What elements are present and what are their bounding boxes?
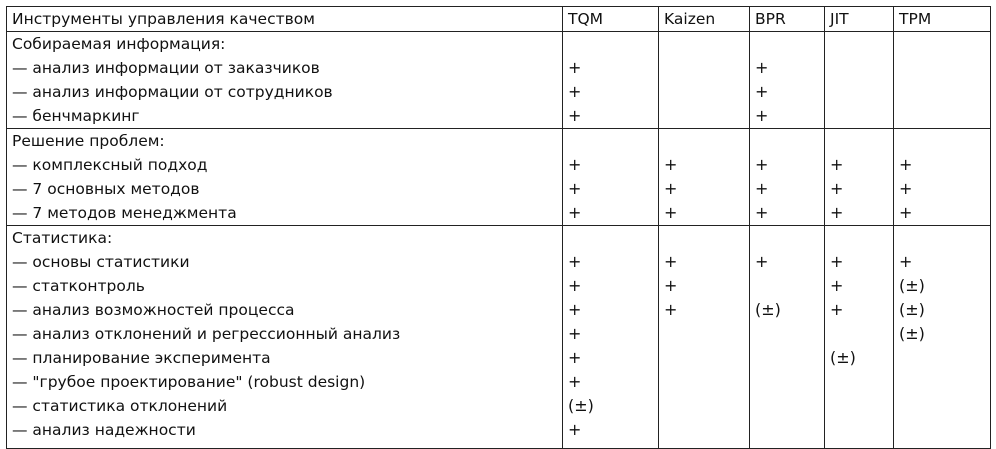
mark-cell: + <box>750 56 825 80</box>
table-row <box>7 322 991 346</box>
mark-cell: + <box>563 80 659 104</box>
row-label: — основы статистики <box>7 250 563 274</box>
mark-cell <box>659 394 750 418</box>
row-label: — статконтроль <box>7 274 563 298</box>
table-row <box>7 104 991 129</box>
header-cell: Kaizen <box>659 7 750 32</box>
table-row <box>7 370 991 394</box>
empty-cell <box>894 32 991 57</box>
mark-cell: + <box>563 177 659 201</box>
mark-cell: + <box>750 104 825 129</box>
mark-cell <box>750 370 825 394</box>
spacer-cell <box>7 442 563 449</box>
mark-cell <box>659 418 750 442</box>
empty-cell <box>750 129 825 154</box>
header-row <box>7 7 991 32</box>
mark-cell: + <box>563 153 659 177</box>
mark-cell: + <box>894 153 991 177</box>
mark-cell: + <box>825 274 894 298</box>
mark-cell <box>825 322 894 346</box>
group-spacer <box>7 442 991 449</box>
empty-cell <box>894 226 991 251</box>
row-label: — бенчмаркинг <box>7 104 563 129</box>
mark-cell: + <box>563 104 659 129</box>
table-group <box>7 129 991 226</box>
mark-cell <box>659 322 750 346</box>
table-row <box>7 298 991 322</box>
mark-cell <box>894 56 991 80</box>
mark-cell <box>659 370 750 394</box>
mark-cell <box>659 80 750 104</box>
table-row <box>7 177 991 201</box>
row-label: — анализ отклонений и регрессионный анализ <box>7 322 563 346</box>
mark-cell: + <box>750 177 825 201</box>
mark-cell: + <box>750 80 825 104</box>
mark-cell <box>750 394 825 418</box>
mark-cell <box>894 418 991 442</box>
mark-cell <box>659 346 750 370</box>
mark-cell: + <box>659 298 750 322</box>
mark-cell <box>750 274 825 298</box>
mark-cell <box>659 56 750 80</box>
mark-cell: + <box>659 250 750 274</box>
group-title: Статистика: <box>7 226 563 251</box>
mark-cell <box>825 80 894 104</box>
table-row <box>7 153 991 177</box>
table-row <box>7 394 991 418</box>
group-title-row <box>7 32 991 57</box>
mark-cell <box>750 322 825 346</box>
mark-cell <box>825 56 894 80</box>
spacer-cell <box>894 442 991 449</box>
table-row <box>7 346 991 370</box>
empty-cell <box>894 129 991 154</box>
mark-cell <box>894 394 991 418</box>
spacer-cell <box>563 442 659 449</box>
row-label: — 7 основных методов <box>7 177 563 201</box>
header-cell: Инструменты управления качеством <box>7 7 563 32</box>
mark-cell: + <box>825 250 894 274</box>
mark-cell: + <box>659 177 750 201</box>
mark-cell: + <box>563 418 659 442</box>
mark-cell: + <box>563 298 659 322</box>
row-label: — анализ надежности <box>7 418 563 442</box>
mark-cell <box>894 104 991 129</box>
row-label: — комплексный подход <box>7 153 563 177</box>
row-label: — анализ возможностей процесса <box>7 298 563 322</box>
mark-cell: + <box>563 370 659 394</box>
mark-cell: + <box>563 201 659 226</box>
table-row <box>7 418 991 442</box>
header-cell: TPM <box>894 7 991 32</box>
mark-cell: + <box>659 153 750 177</box>
mark-cell: + <box>659 274 750 298</box>
mark-cell <box>825 370 894 394</box>
empty-cell <box>825 32 894 57</box>
mark-cell <box>659 104 750 129</box>
row-label: — "грубое проектирование" (robust design) <box>7 370 563 394</box>
mark-cell <box>825 418 894 442</box>
mark-cell: + <box>563 322 659 346</box>
mark-cell <box>750 346 825 370</box>
mark-cell: + <box>750 250 825 274</box>
spacer-cell <box>825 442 894 449</box>
mark-cell <box>750 418 825 442</box>
mark-cell <box>894 80 991 104</box>
empty-cell <box>563 226 659 251</box>
table-row <box>7 56 991 80</box>
table-row <box>7 274 991 298</box>
empty-cell <box>750 32 825 57</box>
empty-cell <box>563 129 659 154</box>
mark-cell: + <box>750 153 825 177</box>
mark-cell <box>825 104 894 129</box>
mark-cell: (±) <box>825 346 894 370</box>
empty-cell <box>825 226 894 251</box>
table-row <box>7 201 991 226</box>
mark-cell: (±) <box>894 298 991 322</box>
group-title-row <box>7 226 991 251</box>
mark-cell: (±) <box>563 394 659 418</box>
quality-tools-table <box>6 6 991 449</box>
mark-cell: + <box>894 177 991 201</box>
mark-cell: + <box>563 274 659 298</box>
table-row <box>7 250 991 274</box>
row-label: — планирование эксперимента <box>7 346 563 370</box>
mark-cell: (±) <box>750 298 825 322</box>
mark-cell: + <box>750 201 825 226</box>
mark-cell: + <box>825 201 894 226</box>
mark-cell <box>894 370 991 394</box>
mark-cell: + <box>825 298 894 322</box>
mark-cell: + <box>563 56 659 80</box>
group-title: Собираемая информация: <box>7 32 563 57</box>
spacer-cell <box>659 442 750 449</box>
group-title-row <box>7 129 991 154</box>
header-cell: JIT <box>825 7 894 32</box>
mark-cell: + <box>894 250 991 274</box>
row-label: — 7 методов менеджмента <box>7 201 563 226</box>
table-group <box>7 32 991 129</box>
mark-cell <box>894 346 991 370</box>
table-group <box>7 226 991 449</box>
empty-cell <box>659 32 750 57</box>
mark-cell: + <box>825 177 894 201</box>
mark-cell <box>825 394 894 418</box>
mark-cell: + <box>563 250 659 274</box>
empty-cell <box>750 226 825 251</box>
empty-cell <box>825 129 894 154</box>
empty-cell <box>659 129 750 154</box>
mark-cell: (±) <box>894 322 991 346</box>
empty-cell <box>563 32 659 57</box>
header-cell: BPR <box>750 7 825 32</box>
mark-cell: + <box>825 153 894 177</box>
row-label: — анализ информации от заказчиков <box>7 56 563 80</box>
mark-cell: + <box>659 201 750 226</box>
table-row <box>7 80 991 104</box>
mark-cell: (±) <box>894 274 991 298</box>
row-label: — анализ информации от сотрудников <box>7 80 563 104</box>
empty-cell <box>659 226 750 251</box>
row-label: — статистика отклонений <box>7 394 563 418</box>
spacer-cell <box>750 442 825 449</box>
quality-tools-table-container <box>6 6 990 449</box>
mark-cell: + <box>563 346 659 370</box>
header-cell: TQM <box>563 7 659 32</box>
group-title: Решение проблем: <box>7 129 563 154</box>
mark-cell: + <box>894 201 991 226</box>
